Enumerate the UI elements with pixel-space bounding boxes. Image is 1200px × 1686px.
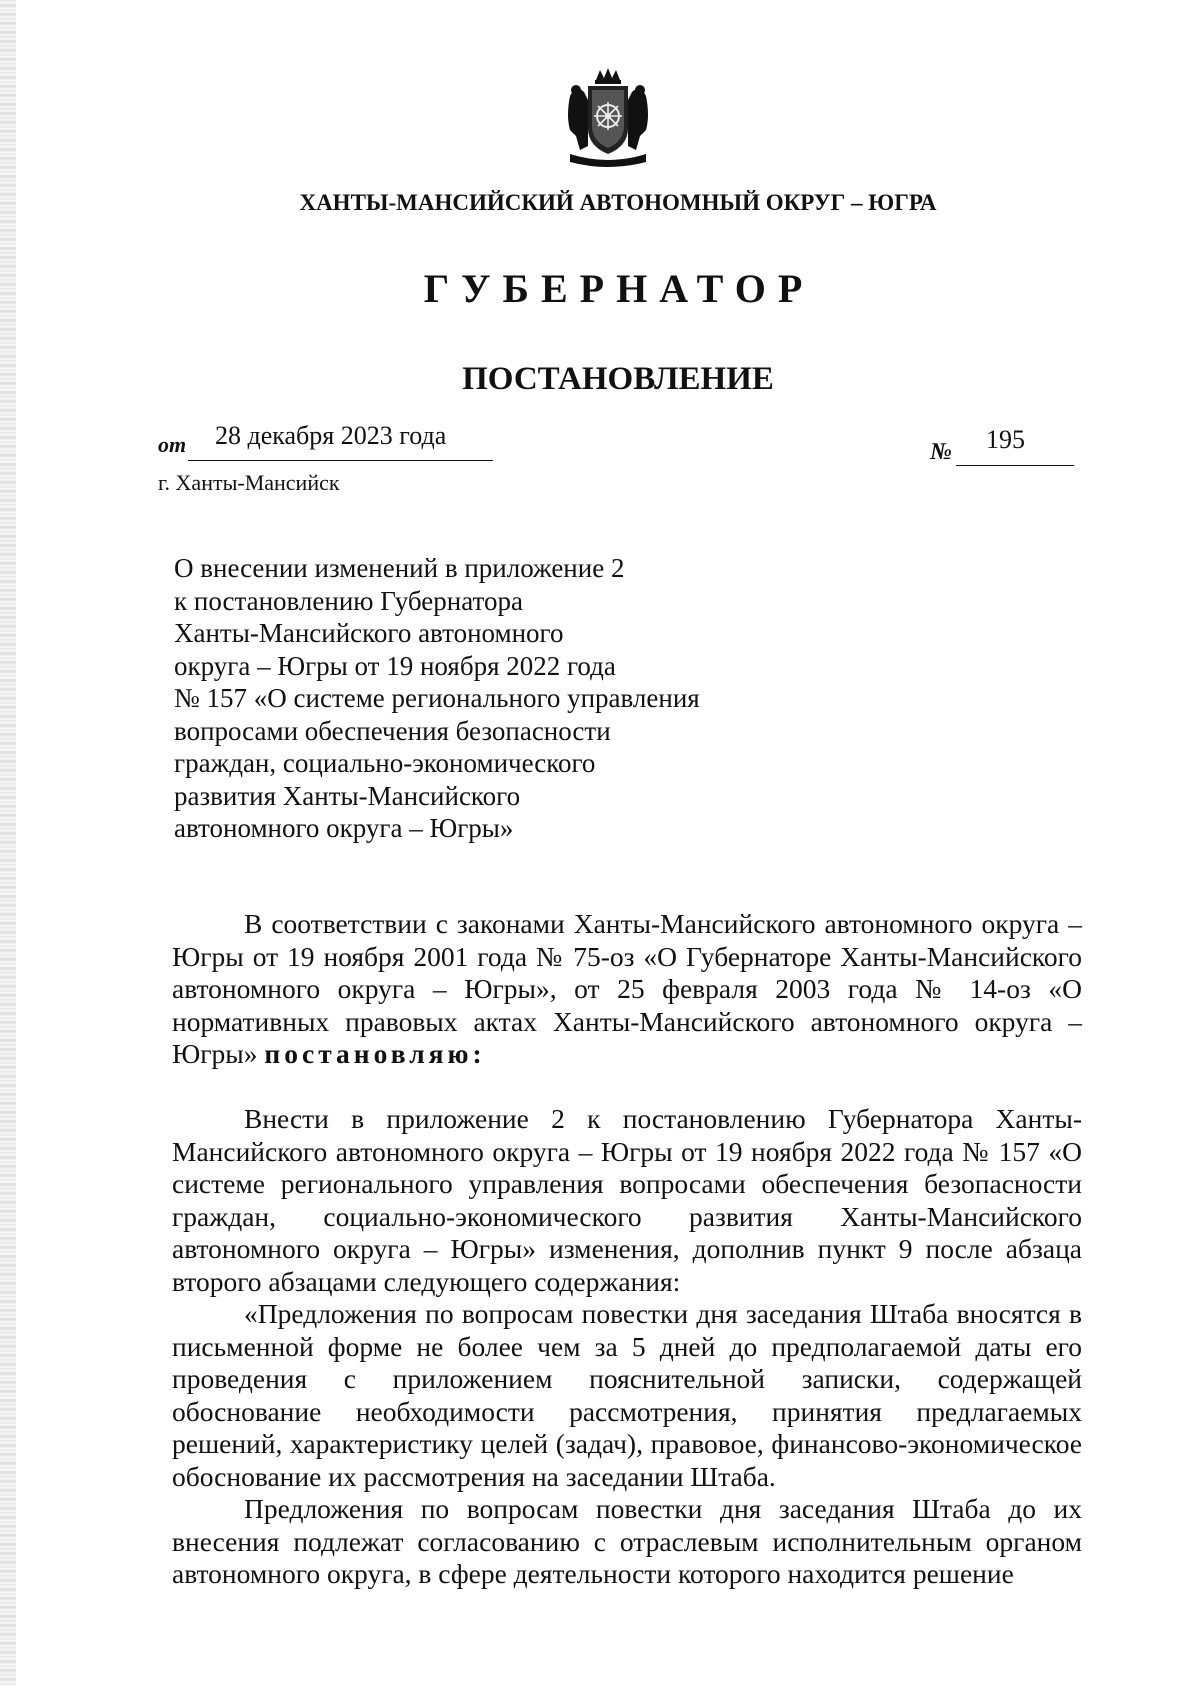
coat-of-arms-emblem — [566, 66, 650, 170]
subject-line: О внесении изменений в приложение 2 — [174, 553, 625, 583]
number-underline — [956, 465, 1074, 466]
body-paragraph: «Предложения по вопросам повестки дня заседания Штаба вносятся в письменной форме не более чем за 5 дней до предполагаемой даты его проведения с приложением пояснительной записки, содержащей обоснование необходимости рассмотрения, принятия предлагаемых решений, характеристику целей (задач), правовое, финансово-экономическое обоснование их рассмотрения на заседании Штаба. — [172, 1298, 1082, 1492]
subject-line: к постановлению Губернатора — [174, 585, 523, 616]
number-label: № — [930, 439, 952, 465]
document-subject — [174, 552, 774, 845]
document-type-title: ПОСТАНОВЛЕНИЕ — [462, 361, 774, 397]
document-date: 28 декабря 2023 года — [215, 421, 447, 450]
subject-line: вопросами обеспечения безопасности — [174, 715, 611, 746]
document-number: 195 — [986, 425, 1025, 454]
city-name: г. Ханты-Мансийск — [158, 470, 340, 495]
subject-line: № 157 «О системе регионального управления — [174, 683, 700, 713]
subject-line: автономного округа – Югры» — [174, 813, 514, 843]
subject-line: округа – Югры от 19 ноября 2022 года — [174, 650, 616, 681]
preamble-paragraph — [172, 908, 1082, 1071]
authority-title: ГУБЕРНАТОР — [423, 266, 815, 311]
decree-body — [172, 1103, 1082, 1591]
subject-line: развития Ханты-Мансийского — [174, 780, 521, 811]
date-underline — [188, 460, 493, 461]
body-paragraph: Внести в приложение 2 к постановлению Губернатора Ханты-Мансийского автономного округа – Югры от 19 ноября 2022 года № 157 «О системе регионального управления вопросами обеспечения безопасности граждан, социально-экономического развития Ханты-Мансийского автономного округа – Югры» изменения, дополнив пункт 9 после абзаца второго абзацами следующего содержания: — [172, 1103, 1082, 1297]
subject-line: граждан, социально-экономического — [174, 748, 596, 778]
preamble-text: В соответствии с законами Ханты-Мансийского автономного округа – Югры от 19 ноября 2001 года № 75-оз «О Губернаторе Ханты-Мансийского автономного округа – Югры», от 25 февраля 2003 года № 14-оз «О нормативных правовых актах Ханты-Мансийского автономного округа – Югры» — [172, 908, 1082, 1069]
scan-edge — [0, 0, 16, 1686]
decision-word: постановляю: — [264, 1038, 486, 1069]
body-paragraph: Предложения по вопросам повестки дня заседания Штаба до их внесения подлежат согласованию с отраслевым исполнительным органом автономного округа, в сфере деятельности которого находится решение — [172, 1493, 1082, 1589]
subject-line: Ханты-Мансийского автономного — [174, 618, 564, 648]
region-title: ХАНТЫ-МАНСИЙСКИЙ АВТОНОМНЫЙ ОКРУГ – ЮГРА — [299, 190, 937, 215]
date-label: от — [158, 432, 187, 457]
